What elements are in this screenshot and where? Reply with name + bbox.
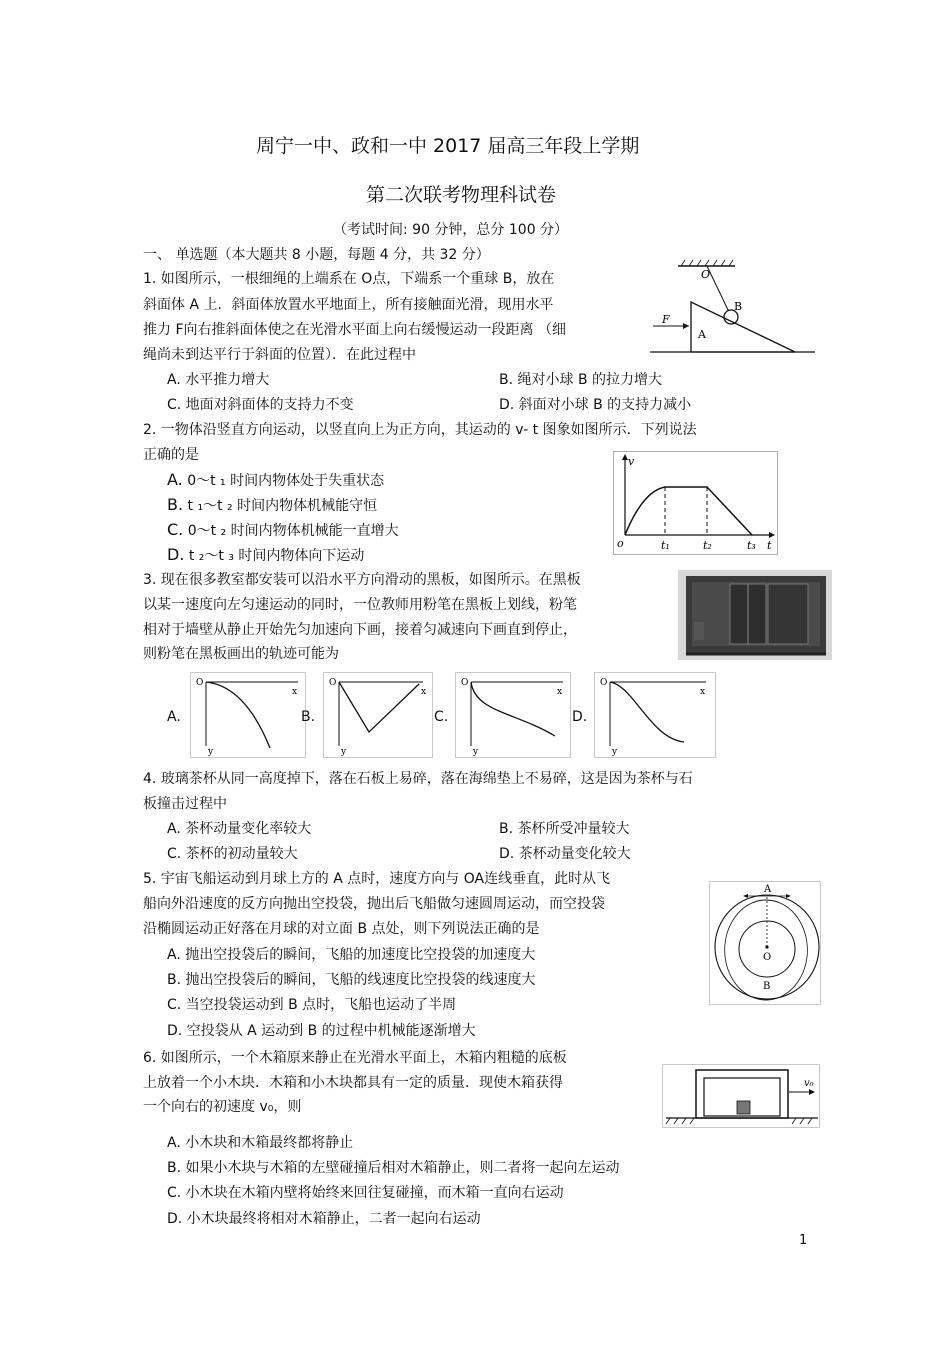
q2-label-t3: t₃ (747, 539, 756, 552)
q1-option-b: B. 绳对小球 B 的拉力增大 (499, 372, 663, 388)
q5-line: 船向外沿速度的反方向抛出空投袋，抛出后飞船做匀速圆周运动，而空投袋 (143, 896, 605, 912)
q3-option-c-trajectory (455, 672, 571, 758)
q3-option-b: B. (301, 709, 316, 725)
q3-a-x-label: x (292, 687, 298, 697)
exam-info: （考试时间: 90 分钟，总分 100 分） (333, 222, 569, 238)
q4-option-a: A. 茶杯动量变化率较大 (167, 821, 312, 837)
q3-line: 相对于墙壁从静止开始先匀加速向下画，接着匀减速向下画直到停止， (143, 622, 577, 638)
q2-line: 正确的是 (143, 447, 199, 463)
q4-option-b: B. 茶杯所受冲量较大 (499, 821, 630, 837)
q2-option-d: D. t ₂～t ₃ 时间内物体向下运动 (167, 545, 365, 564)
q5-line: 沿椭圆运动正好落在月球的对立面 B 点处，则下列说法正确的是 (143, 921, 540, 937)
q3-c-y-label: y (473, 747, 479, 757)
q2-label-origin: o (617, 537, 624, 550)
q3-blackboard-photo (678, 570, 832, 660)
q3-line: 以某一速度向左匀速运动的同时，一位教师用粉笔在黑板上划线，粉笔 (143, 597, 577, 613)
q3-option-d: D. (572, 709, 588, 725)
q2-line: 2. 一物体沿竖直方向运动，以竖直向上为正方向，其运动的 v- t 图象如图所示．下列说法 (143, 422, 697, 438)
q1-line: 推力 F向右推斜面体使之在光滑水平面上向右缓慢运动一段距离 （细 (143, 322, 566, 338)
q5-option-a: A. 抛出空投袋后的瞬间，飞船的加速度比空投袋的加速度大 (167, 947, 536, 963)
q5-option-b: B. 抛出空投袋后的瞬间，飞船的线速度比空投袋的线速度大 (167, 972, 536, 988)
q2-label-v: v (628, 455, 635, 468)
q6-label-v0: v₀ (804, 1078, 814, 1089)
q6-box-figure (662, 1064, 820, 1128)
q3-b-origin: O (329, 678, 337, 688)
section-heading: 一、 单选题（本大题共 8 小题，每题 4 分，共 32 分） (143, 247, 490, 263)
q4-line: 4. 玻璃茶杯从同一高度掉下，落在石板上易碎，落在海绵垫上不易碎，这是因为茶杯与石 (143, 771, 693, 787)
q3-option-d-trajectory (594, 672, 716, 758)
q6-option-a: A. 小木块和木箱最终都将静止 (167, 1135, 354, 1151)
q6-option-d: D. 小木块最终将相对木箱静止，二者一起向右运动 (167, 1211, 481, 1227)
q3-b-x-label: x (421, 687, 427, 697)
q1-incline-figure (645, 258, 820, 358)
q2-option-a: A. 0～t ₁ 时间内物体处于失重状态 (167, 470, 385, 489)
q2-option-c: C. 0～t ₂ 时间内物体机械能一直增大 (167, 520, 399, 539)
q3-c-x-label: x (557, 687, 563, 697)
q3-line: 则粉笔在黑板画出的轨迹可能为 (143, 646, 339, 662)
q1-option-a: A. 水平推力增大 (167, 372, 270, 388)
page-number: 1 (799, 1233, 808, 1248)
q3-a-origin: O (196, 678, 204, 688)
q3-d-x-label: x (700, 687, 706, 697)
q3-line: 3. 现在很多教室都安装可以沿水平方向滑动的黑板，如图所示。在黑板 (143, 572, 581, 588)
q3-d-origin: O (600, 678, 608, 688)
q2-label-t: t (767, 539, 772, 552)
q4-option-c: C. 茶杯的初动量较大 (167, 846, 298, 862)
q2-label-t1: t₁ (661, 539, 670, 552)
q1-line: 斜面体 A 上．斜面体放置水平地面上，所有接触面光滑，现用水平 (143, 297, 554, 313)
q3-option-a-trajectory (190, 672, 306, 758)
q6-line: 一个向右的初速度 v₀，则 (143, 1099, 302, 1115)
q1-label-o: O (701, 268, 711, 281)
q3-b-y-label: y (341, 747, 347, 757)
q4-line: 板撞击过程中 (143, 796, 227, 812)
q1-option-c: C. 地面对斜面体的支持力不变 (167, 397, 354, 413)
exam-title-line1: 周宁一中、政和一中 2017 届高三年段上学期 (256, 135, 640, 157)
q5-option-d: D. 空投袋从 A 运动到 B 的过程中机械能逐渐增大 (167, 1023, 476, 1039)
q1-label-a: A (698, 328, 706, 341)
q3-option-b-trajectory (323, 672, 433, 758)
q5-line: 5. 宇宙飞船运动到月球上方的 A 点时，速度方向与 OA连线垂直，此时从飞 (143, 871, 611, 887)
q5-label-o: O (763, 952, 772, 963)
q6-line: 6. 如图所示，一个木箱原来静止在光滑水平面上，木箱内粗糙的底板 (143, 1050, 567, 1066)
q3-option-a: A. (167, 709, 181, 725)
q1-line: 1. 如图所示，一根细绳的上端系在 O点，下端系一个重球 B，放在 (143, 271, 555, 287)
q3-d-y-label: y (612, 747, 618, 757)
q5-label-a: A (764, 884, 772, 895)
q2-option-b: B. t ₁～t ₂ 时间内物体机械能守恒 (167, 495, 378, 514)
q6-option-c: C. 小木块在木箱内壁将始终来回往复碰撞，而木箱一直向右运动 (167, 1185, 564, 1201)
q1-option-d: D. 斜面对小球 B 的支持力减小 (499, 397, 692, 413)
q4-option-d: D. 茶杯动量变化较大 (499, 846, 631, 862)
q1-label-f: F (662, 313, 670, 326)
q1-label-b: B (734, 300, 743, 313)
q5-label-b: B (763, 981, 771, 992)
q6-line: 上放着一个小木块．木箱和小木块都具有一定的质量．现使木箱获得 (143, 1075, 563, 1091)
q2-vt-graph (613, 451, 778, 555)
q3-a-y-label: y (208, 747, 214, 757)
q1-line: 绳尚未到达平行于斜面的位置）．在此过程中 (143, 347, 416, 363)
q3-c-origin: O (461, 678, 469, 688)
q2-label-t2: t₂ (703, 539, 712, 552)
q3-option-c: C. (434, 709, 449, 725)
exam-title-line2: 第二次联考物理科试卷 (366, 184, 557, 206)
q6-option-b: B. 如果小木块与木箱的左壁碰撞后相对木箱静止，则二者将一起向左运动 (167, 1160, 620, 1176)
q5-orbit-figure (709, 881, 821, 1005)
q5-option-c: C. 当空投袋运动到 B 点时，飞船也运动了半周 (167, 997, 457, 1013)
